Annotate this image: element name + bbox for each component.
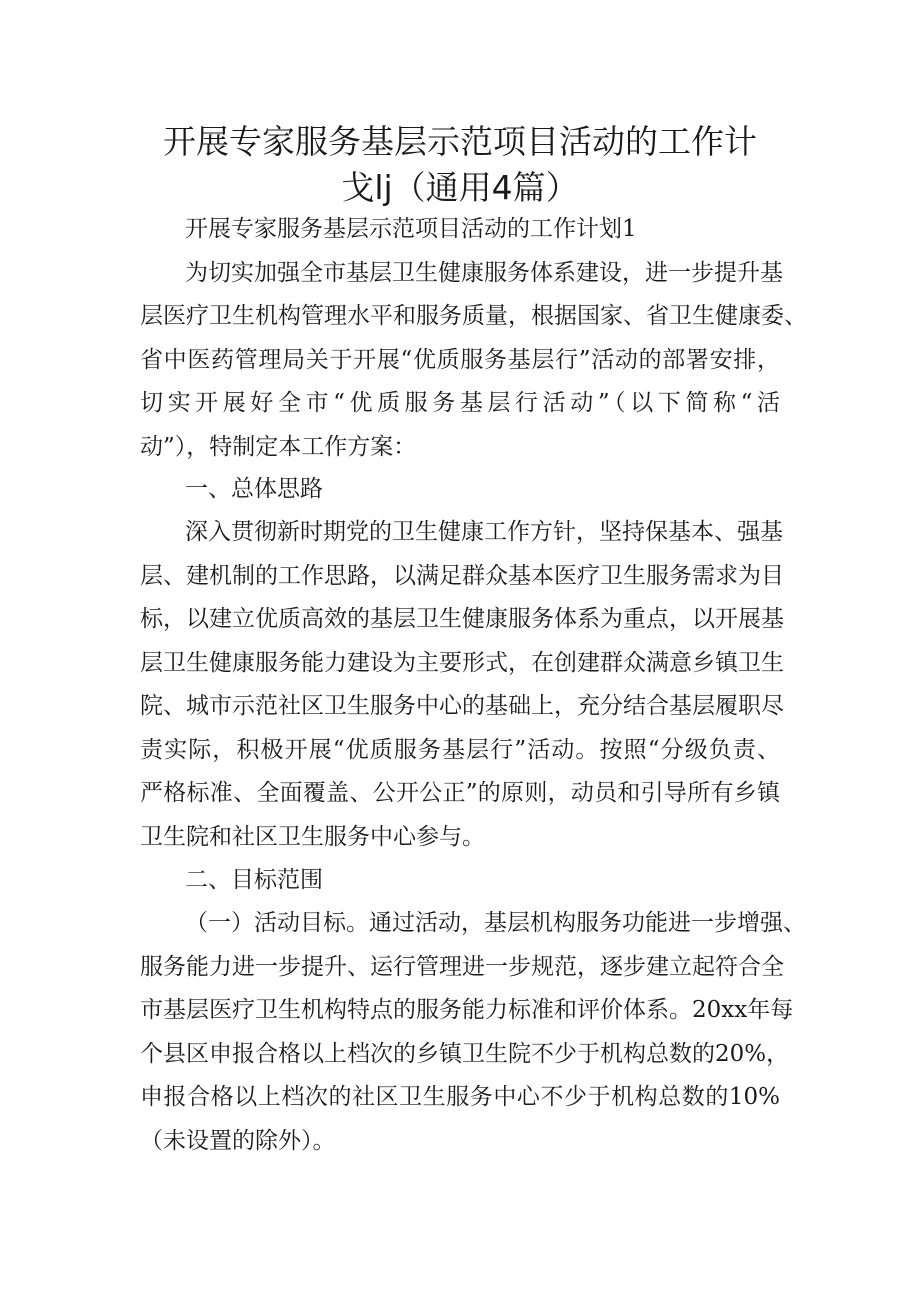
paragraph-line: 层医疗卫生机构管理水平和服务质量，根据国家、省卫生健康委、 <box>140 303 807 329</box>
section-heading: 一、总体思路 <box>185 476 323 502</box>
paragraph-line: 卫生院和社区卫生服务中心参与。 <box>140 824 485 850</box>
document-subtitle: 开展专家服务基层示范项目活动的工作计划1 <box>185 216 637 242</box>
document-title-line-1: 开展专家服务基层示范项目活动的工作计 <box>163 122 757 161</box>
paragraph-line: 深入贯彻新时期党的卫生健康工作方针，坚持保基本、强基 <box>185 519 783 545</box>
paragraph-line: 动”），特制定本工作方案： <box>140 434 417 460</box>
document-title-line-2: 戈lj（通用4篇） <box>341 168 579 207</box>
paragraph-line: 层、建机制的工作思路，以满足群众基本医疗卫生服务需求为目 <box>140 563 784 589</box>
paragraph-line: 责实际，积极开展“优质服务基层行”活动。按照“分级负责、 <box>140 737 780 763</box>
paragraph-line: 标，以建立优质高效的基层卫生健康服务体系为重点，以开展基 <box>140 606 784 632</box>
paragraph-line: 为切实加强全市基层卫生健康服务体系建设，进一步提升基 <box>185 260 783 286</box>
paragraph-line: 服务能力进一步提升、运行管理进一步规范，逐步建立起符合全 <box>140 954 784 980</box>
paragraph-line: 严格标准、全面覆盖、公开公正”的原则，动员和引导所有乡镇 <box>140 780 780 806</box>
paragraph-line: 市基层医疗卫生机构特点的服务能力标准和评价体系。20xx年每 <box>140 997 794 1023</box>
paragraph-line: 层卫生健康服务能力建设为主要形式，在创建群众满意乡镇卫生 <box>140 650 784 676</box>
paragraph-line: 切实开展好全市“优质服务基层行活动”（以下简称“活 <box>140 390 780 416</box>
paragraph-line: （一）活动目标。通过活动，基层机构服务功能进一步增强、 <box>185 910 806 936</box>
paragraph-line: 个县区申报合格以上档次的乡镇卫生院不少于机构总数的20%， <box>140 1041 790 1067</box>
paragraph-line: （未设置的除外）。 <box>140 1128 336 1154</box>
section-heading: 二、目标范围 <box>185 867 323 893</box>
paragraph-line: 申报合格以上档次的社区卫生服务中心不少于机构总数的10% <box>140 1084 780 1110</box>
paragraph-line: 院、城市示范社区卫生服务中心的基础上，充分结合基层履职尽 <box>140 693 784 719</box>
paragraph-line: 省中医药管理局关于开展“优质服务基层行”活动的部署安排， <box>140 347 780 373</box>
